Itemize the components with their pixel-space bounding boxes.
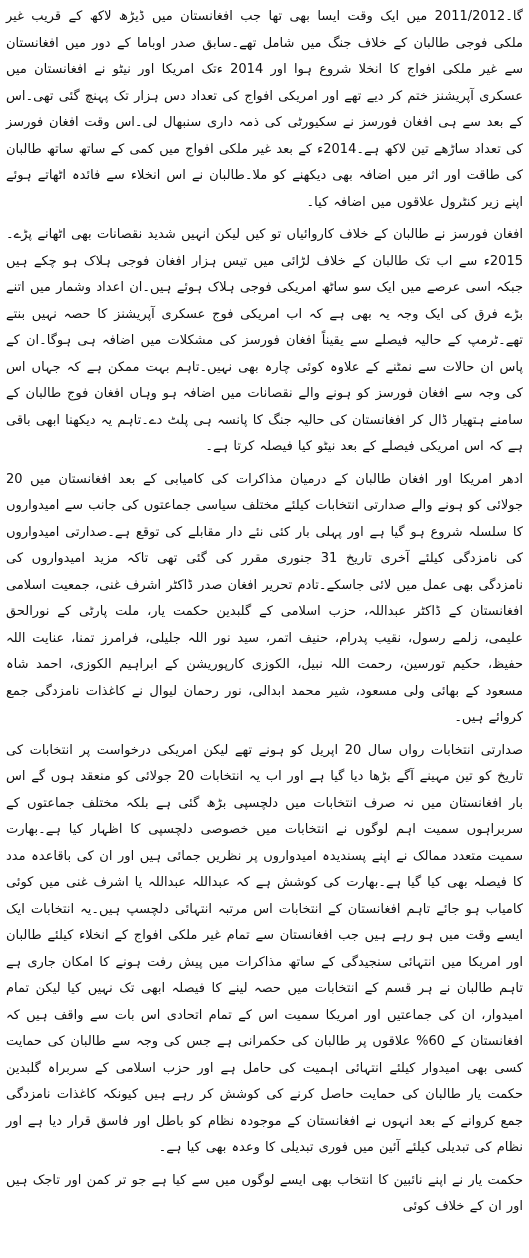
article-paragraph-3: ادھر امریکا اور افغان طالبان کے درمیان مذاکرات کی کامیابی کے بعد افغانستان میں 20 جولائی کو ہونے والے صدارتی انتخابات کیلئے مختلف سیاسی جماعتوں کی جانب سے امیدواروں کا سلسلہ شروع ہو گیا ہے اور پہلی بار کئی نئے دار مقابلے کی توقع ہے۔صدارتی امیدواروں کی نامزدگی کیلئے آخری تاریخ 31 جنوری مقرر کی گئی تھی تاکہ مزید امیدواروں کی نامزدگی بھی عمل میں لائی جاسکے۔تادم تحریر افغان صدر ڈاکٹر اشرف غنی، جمعیت اسلامی افغانستان کے ڈاکٹر عبداللہ، حزب اسلامی کے گلبدین حکمت یار، ملت پارٹی کے نورالحق علیمی، زلمے رسول، نقیب پدرام، حنیف اتمر، سید نور اللہ جلیلی، فرامرز تمنا، عنایت اللہ حفیظ، حکیم تورسین، رحمت اللہ نبیل، الکوزی کارپوریشن کے ابراہیم الکوزی، احمد شاہ مسعود کے بھائی ولی مسعود، شیر محمد ابدالی، نور رحمان لیوال نے کاغذات نامزدگی جمع کروائے ہیں۔ bbox=[6, 471, 523, 725]
article-paragraph-1: گا۔2011/2012 میں ایک وقت ایسا بھی تھا جب افغانستان میں ڈیڑھ لاکھ کے قریب غیر ملکی فوجی طالبان کے خلاف جنگ میں شامل تھے۔سابق صدر اوباما کے دور میں افغانستان سے غیر ملکی افواج کا انخلا شروع ہوا اور 2014 ءتک امریکا اور نیٹو نے افغانستان میں عسکری آپریشنز ختم کر دیے تھے اور امریکی افواج کی تعداد دس ہزار تک پہنچ گئی تھی۔اس کے بعد سے ہی افغان فورسز نے سکیورٹی کی ذمہ داری سنبھال لی۔اس وقت افغان فورسز کی تعداد ساڑھے تین لاکھ ہے۔2014ء کے بعد غیر ملکی افواج میں کمی کے ساتھ ساتھ طالبان کی طاقت اور اثر میں اضافہ بھی دیکھنے کو ملا۔طالبان نے اس انخلاء سے فائدہ اٹھاتے ہوئے اپنے زیر کنٹرول علاقوں میں اضافہ کیا۔ bbox=[6, 9, 523, 210]
article-paragraph-5: حکمت یار نے اپنے نائبین کا انتخاب بھی ایسے لوگوں میں سے کیا ہے جو تر کمن اور تاجک ہیں اور ان کے خلاف کوئی bbox=[6, 1172, 523, 1214]
article-paragraph-4: صدارتی انتخابات رواں سال 20 اپریل کو ہونے تھے لیکن امریکی درخواست پر انتخابات کی تاریخ کو تین مہینے آگے بڑھا دیا گیا ہے اور اب یہ انتخابات 20 جولائی کو منعقد ہوں گے اس بار افغانستان میں نہ صرف انتخابات میں دلچسپی بڑھ گئی ہے بلکہ مختلف جماعتوں کے سربراہوں سمیت اہم لوگوں نے انتخابات میں خصوصی دلچسپی کا اظہار کیا ہے۔بھارت سمیت متعدد ممالک نے اپنے پسندیدہ امیدواروں پر نظریں جمائی ہیں اور ان کی باقاعدہ مدد کا فیصلہ بھی کیا گیا ہے۔بھارت کی کوشش ہے کہ عبداللہ عبداللہ یا اشرف غنی میں کوئی کامیاب ہو جائے تاہم افغانستان کے انتخابات اس مرتبہ انتہائی دلچسپ ہیں۔یہ انتخابات ایک ایسے وقت میں ہو رہے ہیں جب افغانستان سے تمام غیر ملکی افواج کے انخلاء کیلئے طالبان اور امریکا میں انتہائی سنجیدگی کے ساتھ مذاکرات میں پیش رفت ہونے کا امکان جاری ہے تاہم طالبان نے ہر قسم کے انتخابات میں حصہ لینے کا فیصلہ ابھی تک نہیں کیا لیکن تمام امیدوار، ان کی جماعتیں اور امریکا سمیت اس کے تمام اتحادی اس بات سے واقف ہیں کہ افغانستان کے 60% علاقوں پر طالبان کی حکمرانی ہے جس کی وجہ سے طالبان کی حمایت کسی بھی امیدوار کیلئے انتہائی اہمیت کی حامل ہے اور حزب اسلامی کے سربراہ گلبدین حکمت یار طالبان کی حمایت حاصل کرنے کی کوشش کر رہے ہیں کیونکہ کاغذات نامزدگی جمع کروانے کے بعد انہوں نے افغانستان کے موجودہ نظام کو باطل اور فاسق قرار دیا ہے اور نظام کی تبدیلی کیلئے آئین میں فوری تبدیلی کا وعدہ بھی کیا ہے۔ bbox=[6, 742, 524, 1155]
article-paragraph-2: افغان فورسز نے طالبان کے خلاف کاروائیاں تو کیں لیکن انہیں شدید نقصانات بھی اٹھانے پڑے۔2015ء سے اب تک طالبان کے خلاف لڑائی میں تیس ہزار افغان فوجی ہلاک ہو چکے ہیں جبکہ اسی عرصے میں ایک سو ساٹھ امریکی فوجی ہلاک ہوئے ہیں۔ان اعداد وشمار میں اتنے بڑے فرق کی ایک وجہ یہ بھی ہے کہ اب امریکی فوج عسکری آپریشنز کا حصہ نہیں بنتے تھے۔ٹرمپ کے حالیہ فیصلے سے یقیناً افغان فورسز کی مشکلات میں اضافہ ہی ہوگا۔ان کے پاس ان حالات سے نمٹنے کے علاوہ کوئی چارہ بھی نہیں۔تاہم بہت ممکن ہے کہ جہاں اس کی وجہ سے افغان فورسز کو ہونے والے نقصانات میں اضافہ ہو وہاں افغان فوج طالبان کے سامنے ہتھیار ڈال کر افغانستان کی حالیہ جنگ کا پانسہ ہی پلٹ دے۔تاہم یہ دیکھنا ابھی باقی ہے کہ اس امریکی فیصلے کے بعد نیٹو کیا فیصلہ کرتا ہے۔ bbox=[6, 227, 523, 454]
